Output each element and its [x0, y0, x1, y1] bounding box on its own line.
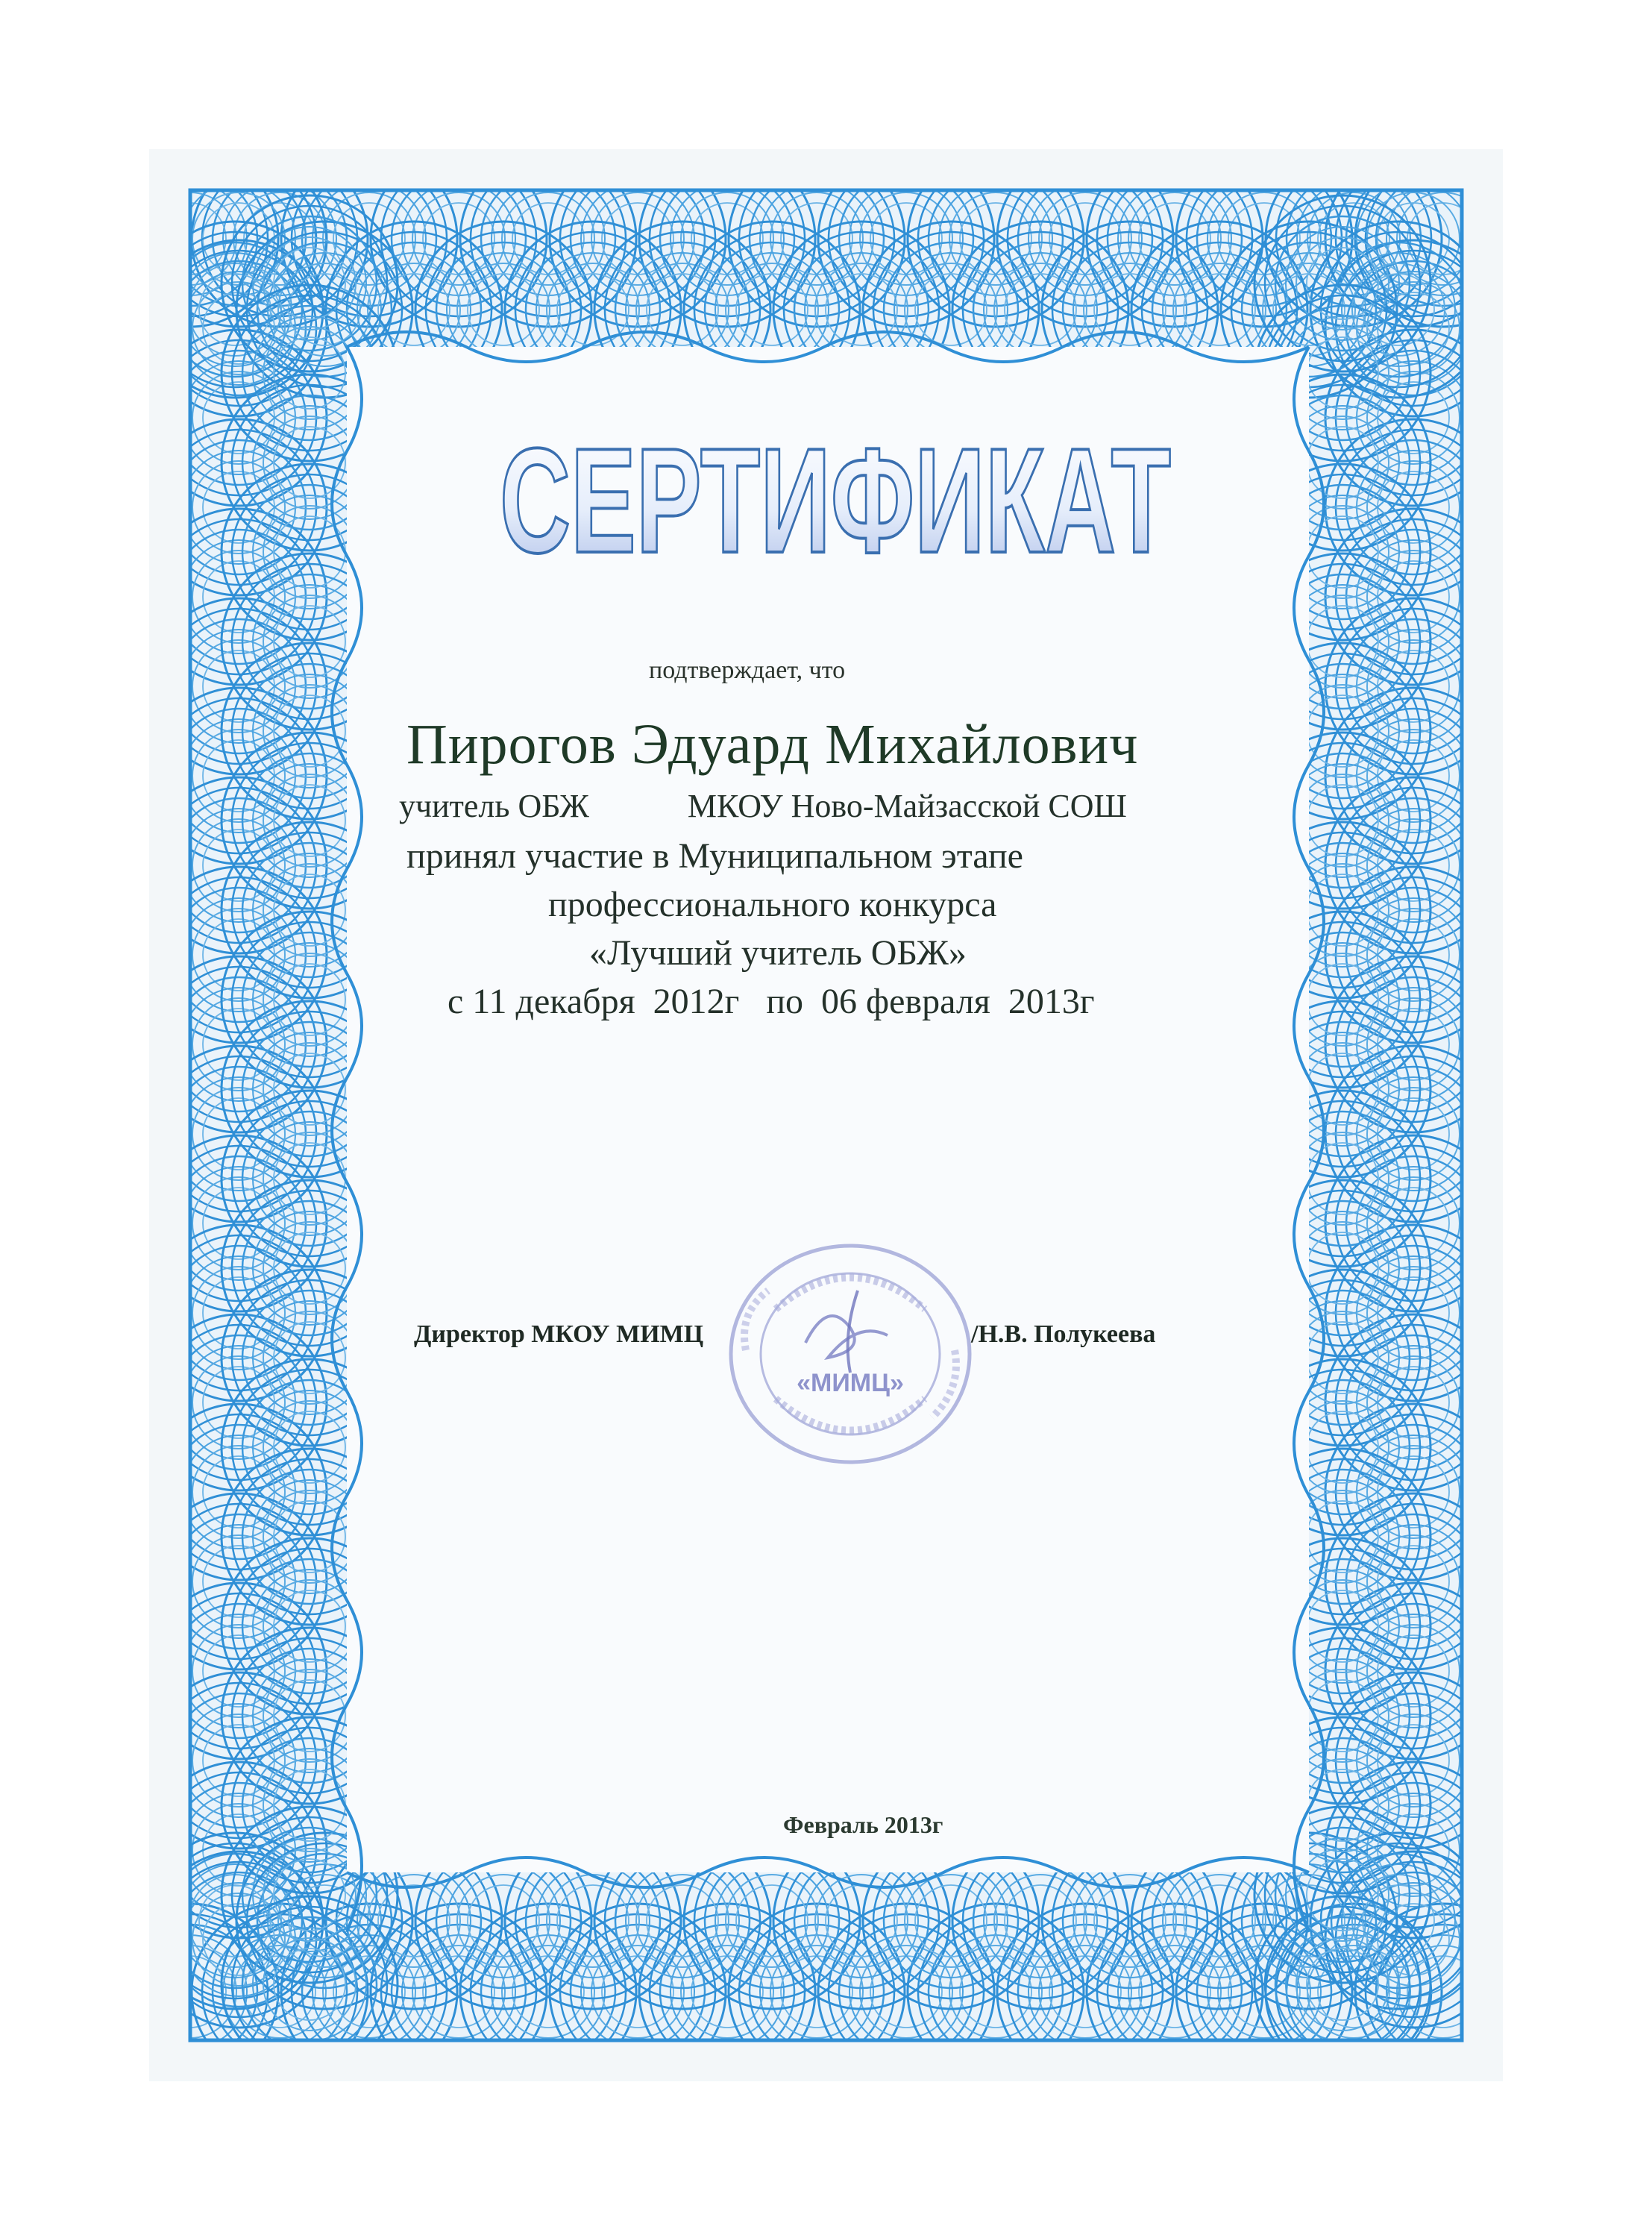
- confirms-text: подтверждает, что: [649, 656, 846, 684]
- contest-text: профессионального конкурса: [548, 885, 997, 924]
- contest-name: «Лучший учитель ОБЖ»: [589, 933, 967, 973]
- official-seal: [723, 1238, 977, 1470]
- participation-text: принял участие в Муниципальном этапе: [406, 836, 1023, 876]
- issue-date: Февраль 2013г: [783, 1811, 943, 1838]
- director-title: Директор МКОУ МИМЦ: [414, 1320, 704, 1348]
- certificate-title: [477, 418, 1193, 584]
- recipient-position: [399, 787, 1127, 825]
- seal-label: «МИМЦ»: [797, 1369, 904, 1397]
- certificate-sheet: [149, 149, 1503, 2081]
- school-name: МКОУ Ново-Майзасской СОШ: [687, 788, 1127, 824]
- director-name: /Н.В. Полукеева: [971, 1320, 1156, 1348]
- contest-period: с 11 декабря 2012г по 06 февраля 2013г: [447, 982, 1095, 1021]
- position-title: учитель ОБЖ: [399, 788, 589, 824]
- recipient-name: Пирогов Эдуард Михайлович: [406, 713, 1139, 776]
- certificate-title-text: СЕРТИФИКАТ: [500, 418, 1171, 584]
